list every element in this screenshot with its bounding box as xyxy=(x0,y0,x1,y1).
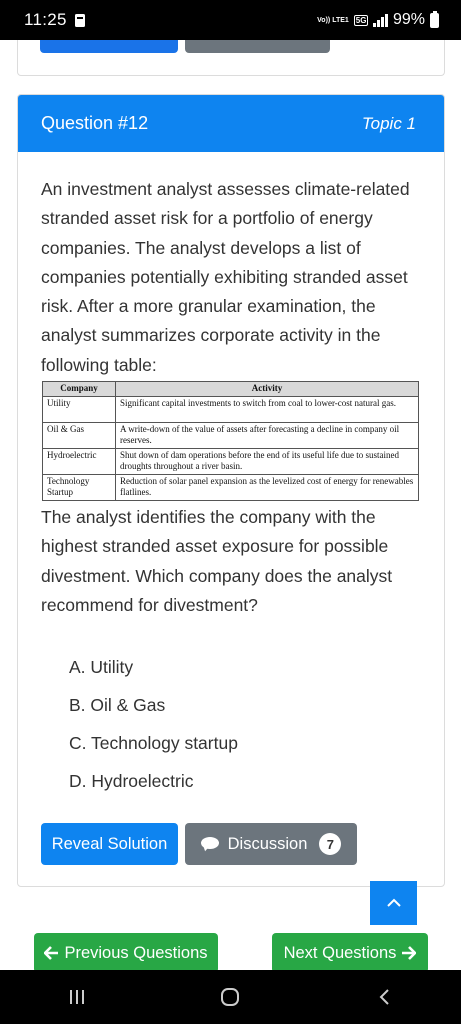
choice-d[interactable]: D. Hydroelectric xyxy=(69,771,194,791)
discussion-button[interactable] xyxy=(185,823,357,865)
card-header xyxy=(18,95,444,152)
status-right xyxy=(317,11,439,29)
question-prompt: The analyst identifies the company with the highest stranded asset exposure for possible divestment. Which company does the analyst recommend for divestment? xyxy=(41,507,393,615)
battery-percent: 99% xyxy=(392,11,425,28)
chevron-up-icon xyxy=(386,898,402,908)
arrow-right-icon xyxy=(401,946,416,960)
chat-bubble-icon xyxy=(201,837,219,851)
discussion-label: Discussion xyxy=(227,834,308,853)
back-icon xyxy=(377,988,391,1006)
previous-reveal-button[interactable] xyxy=(40,40,178,53)
table-row xyxy=(43,396,419,422)
table-cell-activity: Reduction of solar panel expansion as the levelized cost of energy for renewables flatlines. xyxy=(116,474,419,500)
signal-icon xyxy=(373,14,388,27)
status-time: 11:25 xyxy=(24,10,67,29)
home-button[interactable] xyxy=(210,982,250,1012)
previous-questions-label: Previous Questions xyxy=(64,943,208,962)
discussion-count-badge: 7 xyxy=(319,833,341,855)
notification-icon xyxy=(75,14,85,27)
table-cell-activity: Significant capital investments to switch from coal to lower-cost natural gas. xyxy=(116,396,419,422)
home-icon xyxy=(220,987,240,1007)
table-row xyxy=(43,422,419,448)
recent-apps-button[interactable] xyxy=(57,982,97,1012)
table-row xyxy=(43,474,419,500)
table-cell-activity: Shut down of dam operations before the end of its useful life due to sustained droughts throughout a river basin. xyxy=(116,448,419,474)
back-button[interactable] xyxy=(364,982,404,1012)
recent-apps-icon xyxy=(68,989,86,1005)
battery-icon xyxy=(430,13,439,28)
table-cell-company: Hydroelectric xyxy=(43,448,116,474)
previous-discussion-button[interactable] xyxy=(185,40,330,53)
network-type: 5G xyxy=(355,15,367,25)
table-cell-company: Oil & Gas xyxy=(43,422,116,448)
status-bar xyxy=(0,0,461,40)
next-questions-button[interactable] xyxy=(272,933,428,973)
choice-b[interactable]: B. Oil & Gas xyxy=(69,695,166,715)
previous-questions-button[interactable] xyxy=(34,933,218,973)
table-header-row xyxy=(43,382,419,397)
volte-indicator: Vo)) LTE1 xyxy=(317,16,349,24)
table-cell-company: Utility xyxy=(43,396,116,422)
answer-choices xyxy=(69,652,238,804)
question-topic: Topic 1 xyxy=(361,113,416,133)
question-text: An investment analyst assesses climate-related stranded asset risk for a portfolio of energy companies. The analyst develops a list of companies potentially exhibiting stranded asset risk. After a more granular examination, the analyst summarizes corporate activity in the following table: xyxy=(41,179,410,375)
choice-c[interactable]: C. Technology startup xyxy=(69,733,238,753)
table-header-activity: Activity xyxy=(116,382,419,397)
question-number: Question #12 xyxy=(41,113,149,133)
next-questions-label: Next Questions xyxy=(283,943,397,962)
table-header-company: Company xyxy=(43,382,116,397)
reveal-solution-button[interactable]: Reveal Solution xyxy=(41,823,178,865)
scroll-top-button[interactable] xyxy=(370,881,417,925)
choice-a[interactable]: A. Utility xyxy=(69,657,134,677)
table-cell-activity: A write-down of the value of assets after forecasting a decline in company oil reserves. xyxy=(116,422,419,448)
table-cell-company: Technology Startup xyxy=(43,474,116,500)
arrow-left-icon xyxy=(44,946,59,960)
status-left xyxy=(24,10,85,30)
activity-table xyxy=(42,381,419,501)
system-nav-bar xyxy=(0,970,461,1024)
previous-question-card xyxy=(17,40,445,76)
question-card xyxy=(17,94,445,887)
table-row xyxy=(43,448,419,474)
